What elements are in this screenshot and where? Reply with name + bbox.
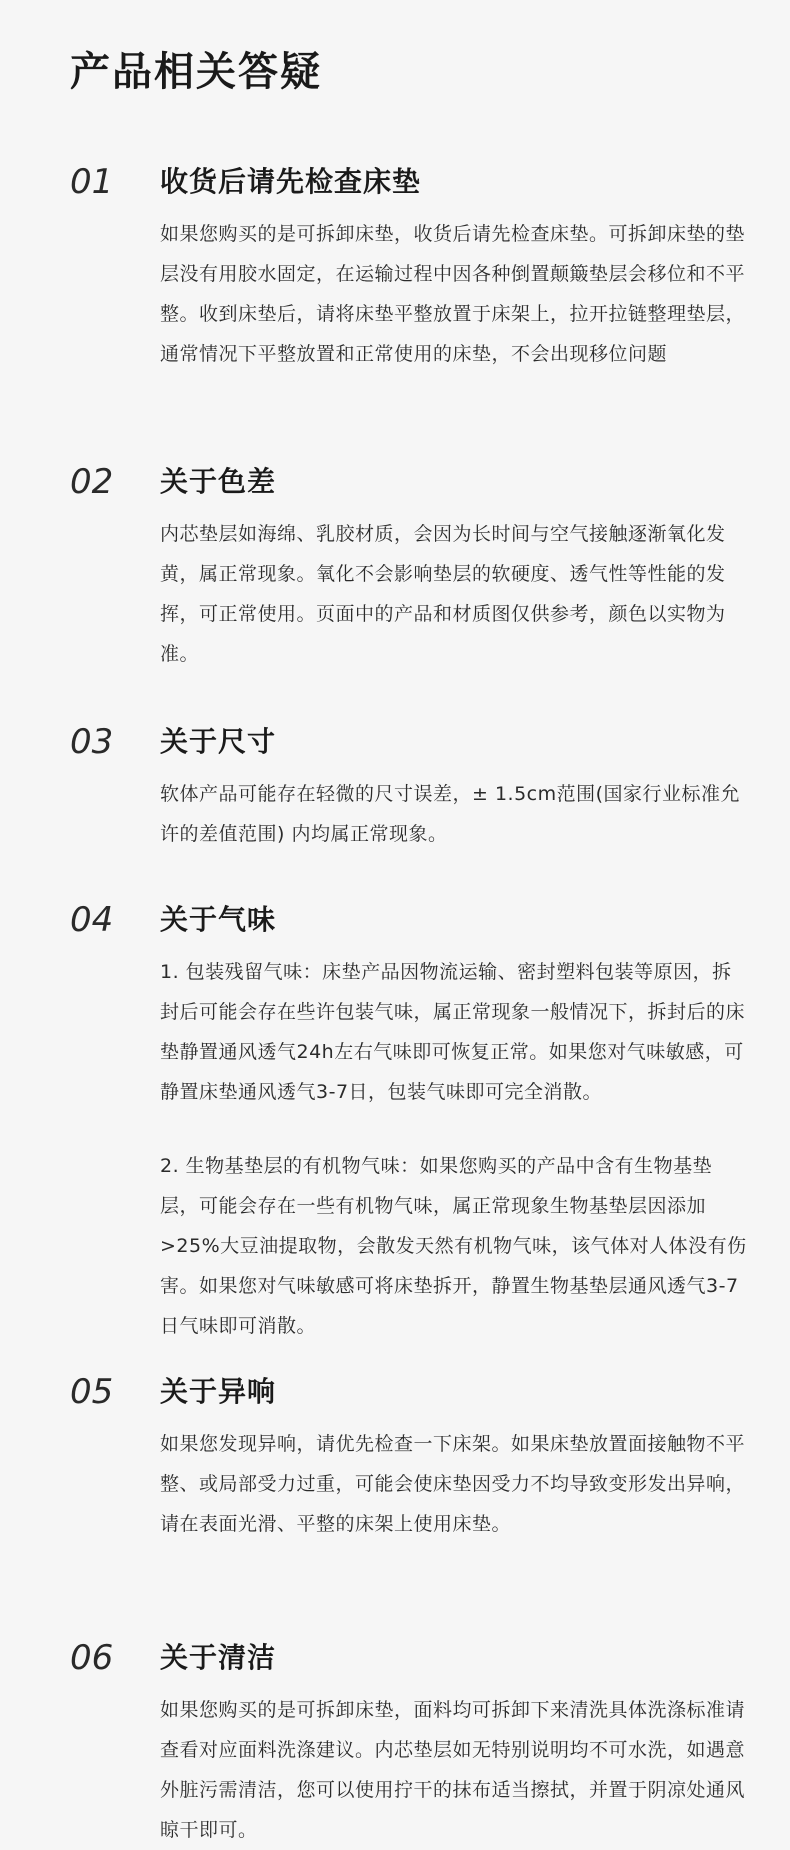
page-title: 产品相关答疑 xyxy=(70,49,322,95)
faq-number: 03 xyxy=(70,722,114,762)
faq-paragraph: 2. 生物基垫层的有机物气味：如果您购买的产品中含有生物基垫层，可能会存在一些有机物气味，属正常现象生物基垫层因添加>25%大豆油提取物，会散发天然有机物气味，该气体对人体没有伤害。如果您对气味敏感可将床垫拆开，静置生物基垫层通风透气3-7日气味即可消散。 xyxy=(160,1155,747,1337)
faq-heading: 收货后请先检查床垫 xyxy=(160,165,422,198)
faq-number: 04 xyxy=(70,900,114,940)
faq-body xyxy=(160,514,750,674)
faq-body xyxy=(160,774,750,854)
faq-paragraph: 如果您购买的是可拆卸床垫，面料均可拆卸下来清洗具体洗涤标准请查看对应面料洗涤建议。内芯垫层如无特别说明均不可水洗，如遇意外脏污需清洁，您可以使用拧干的抹布适当擦拭，并置于阴凉处通风晾干即可。 xyxy=(160,1699,746,1841)
faq-heading: 关于清洁 xyxy=(160,1641,277,1674)
faq-paragraph: 1. 包装残留气味：床垫产品因物流运输、密封塑料包装等原因，拆封后可能会存在些许包装气味，属正常现象一般情况下，拆封后的床垫静置通风透气24h左右气味即可恢复正常。如果您对气味敏感，可静置床垫通风透气3-7日，包装气味即可完全消散。 xyxy=(160,961,746,1103)
faq-heading: 关于色差 xyxy=(160,465,277,498)
faq-body xyxy=(160,1690,750,1850)
faq-paragraph: 如果您购买的是可拆卸床垫，收货后请先检查床垫。可拆卸床垫的垫层没有用胶水固定，在运输过程中因各种倒置颠簸垫层会移位和不平整。收到床垫后，请将床垫平整放置于床架上，拉开拉链整理垫层，通常情况下平整放置和正常使用的床垫，不会出现移位问题 xyxy=(160,223,746,365)
faq-number: 01 xyxy=(70,162,114,202)
faq-body xyxy=(160,1424,750,1544)
faq-paragraph: 内芯垫层如海绵、乳胶材质，会因为长时间与空气接触逐渐氧化发黄，属正常现象。氧化不会影响垫层的软硬度、透气性等性能的发挥，可正常使用。页面中的产品和材质图仅供参考，颜色以实物为准。 xyxy=(160,523,726,665)
faq-number: 06 xyxy=(70,1638,114,1678)
faq-number: 05 xyxy=(70,1372,114,1412)
faq-heading: 关于尺寸 xyxy=(160,725,277,758)
faq-heading: 关于气味 xyxy=(160,903,277,936)
faq-paragraph: 软体产品可能存在轻微的尺寸误差，± 1.5cm范围(国家行业标准允许的差值范围) 内均属正常现象。 xyxy=(160,783,741,845)
faq-body xyxy=(160,214,750,374)
faq-number: 02 xyxy=(70,462,114,502)
faq-heading: 关于异响 xyxy=(160,1375,277,1408)
faq-paragraph: 如果您发现异响，请优先检查一下床架。如果床垫放置面接触物不平整、或局部受力过重，可能会使床垫因受力不均导致变形发出异响，请在表面光滑、平整的床架上使用床垫。 xyxy=(160,1433,746,1535)
faq-body xyxy=(160,952,750,1346)
